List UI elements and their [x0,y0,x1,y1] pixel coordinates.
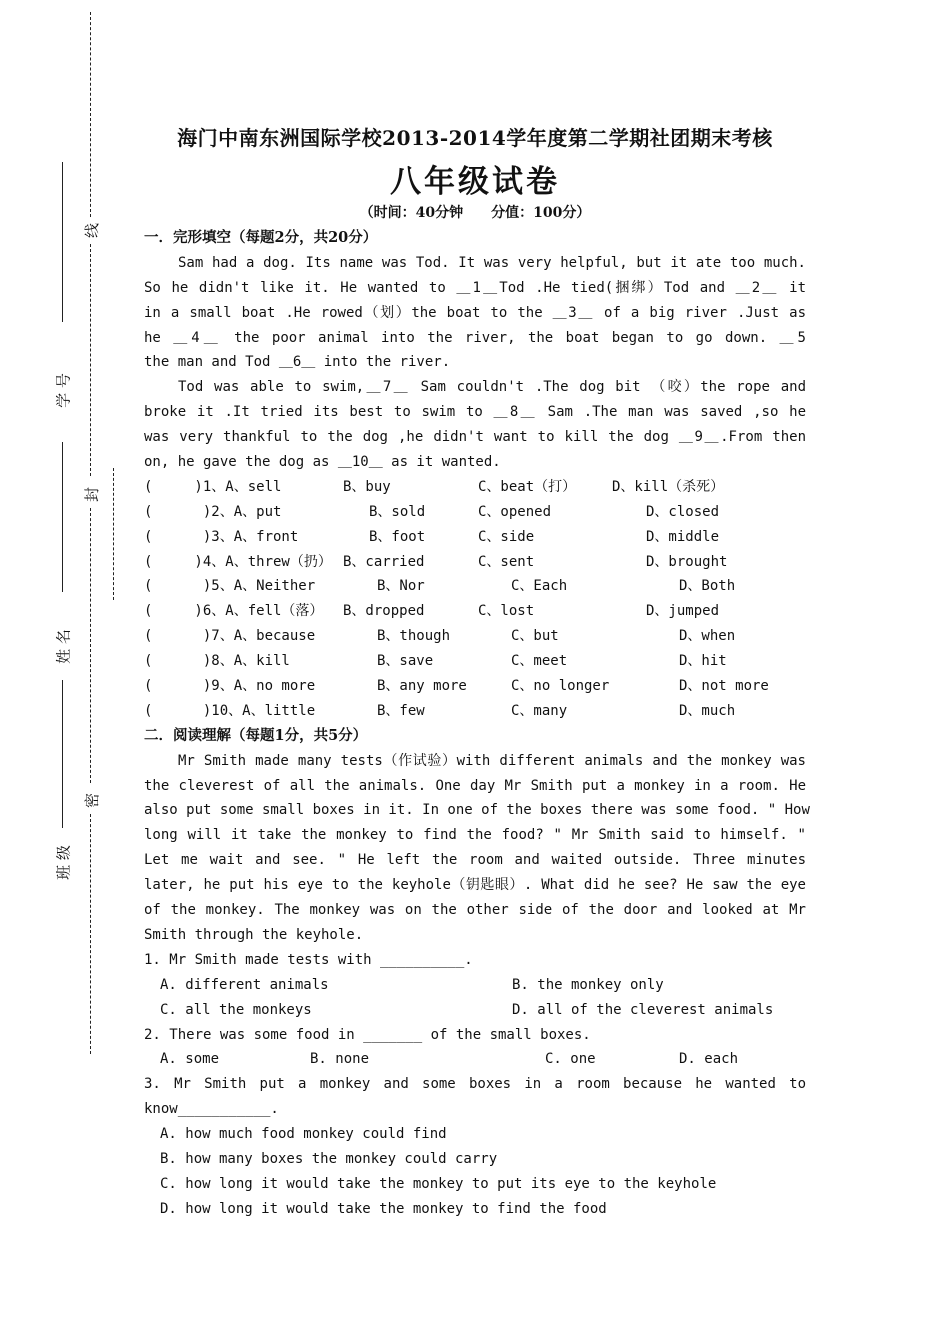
cloze-question-row [144,475,806,500]
reading-line: later, he put his eye to the keyhole（钥匙眼）. What did he see? He saw the eye [144,877,806,894]
question-option-d[interactable]: D、kill（杀死） [612,478,725,495]
margin-char-secret: 密 [83,792,102,809]
dashed-binding-line [90,508,91,783]
margin-char-line: 线 [83,222,102,239]
question-option-b[interactable]: B、though [377,628,451,645]
question-option-a[interactable]: ( )1、A、sell [144,478,282,495]
dashed-binding-line [90,814,91,1054]
question-option-b[interactable]: B、sold [369,503,426,520]
question-option-b[interactable]: B、Nor [377,578,425,595]
cloze-question-row [144,624,806,649]
reading-passage [144,749,810,948]
question-option-d[interactable]: D、middle [646,528,720,545]
reading-line: long will it take the monkey to find the food? " Mr Smith said to himself. " [144,827,806,844]
reading-line: the cleverest of all the animals. One day Mr Smith put a monkey in a room. He [144,777,806,794]
question-option-c[interactable]: C、beat（打） [478,478,577,495]
cloze-line: on, he gave the dog as ＿10＿ as it wanted. [144,454,501,471]
cloze-question-row [144,699,806,724]
cloze-question-row [144,599,806,624]
school-title: 海门中南东洲国际学校2013-2014学年度第二学期社团期末考核 [177,126,773,150]
cloze-line: in a small boat .He rowed（划）the boat to the ＿3＿ of a big river .Just as [144,304,806,321]
name-label: 姓 名 [54,629,73,664]
question-option-b[interactable]: B. how many boxes the monkey could carry [160,1150,498,1167]
cloze-line: was very thankful to the dog ,he didn't want to kill the dog ＿9＿.From then [144,429,806,446]
exam-content [144,226,810,1222]
cloze-line: So he didn't like it. He wanted to ＿1＿Tod .He tied(捆绑）Tod and ＿2＿ it [144,279,806,296]
question-option-d[interactable]: D、much [679,702,736,719]
question-option-c[interactable]: C、Each [511,578,568,595]
question-option-c[interactable]: C、many [511,702,568,719]
question-option-a[interactable]: ( )5、A、Neither [144,578,316,595]
question-option-a[interactable]: ( )8、A、kill [144,653,290,670]
question-option-a[interactable]: A. some [160,1051,220,1068]
question-option-c[interactable]: C、sent [478,553,535,570]
question-options-row [144,973,806,998]
class-label: 班 级 [54,845,73,880]
dashed-binding-line-inner [113,468,114,600]
question-option-d[interactable]: D、jumped [646,603,720,620]
question-option-a[interactable]: A. how much food monkey could find [160,1126,447,1143]
cloze-heading: 一．完形填空（每题2分，共20分） [144,229,378,246]
time-info: （时间：40分钟 分值：100分） [359,205,591,221]
question-stem: know___________. [144,1101,279,1118]
cloze-questions [144,475,806,724]
cloze-question-row [144,550,806,575]
dashed-binding-line [90,244,91,476]
reading-line: Smith through the keyhole. [144,926,364,943]
reading-line: Mr Smith made many tests（作试验）with different animals and the monkey was [178,752,806,769]
question-option-c[interactable]: C、meet [511,653,568,670]
cloze-question-row [144,500,806,525]
question-option-b[interactable]: B、any more [377,678,467,695]
question-option-d[interactable]: D. each [679,1051,739,1068]
question-option-b[interactable]: B、foot [369,528,426,545]
question-option-a[interactable]: ( )10、A、little [144,702,316,719]
question-option-b[interactable]: B、dropped [343,603,425,620]
question-option-b[interactable]: B、carried [343,553,425,570]
cloze-line: broke it .It tried its best to swim to ＿8＿ Sam .The man was saved ,so he [144,404,806,421]
question-option-a[interactable]: ( )2、A、put [144,503,282,520]
class-field[interactable] [62,680,63,828]
question-option-d[interactable]: D、not more [679,678,769,695]
question-option-d[interactable]: D、brought [646,553,728,570]
question-option-c[interactable]: C、opened [478,503,552,520]
question-option-b[interactable]: B、few [377,702,425,719]
question-option-a[interactable]: ( )3、A、front [144,528,299,545]
question-option-a[interactable]: ( )7、A、because [144,628,316,645]
question-option-c[interactable]: C. all the monkeys [160,1001,312,1018]
question-option-d[interactable]: D. all of the cleverest animals [512,1001,774,1018]
question-option-c[interactable]: C、side [478,528,535,545]
reading-line: of the monkey. The monkey was on the other side of the door and looked at Mr [144,902,806,919]
question-option-a[interactable]: ( )9、A、no more [144,678,316,695]
question-stem: 1. Mr Smith made tests with __________. [144,951,473,968]
margin-char-seal: 封 [83,486,102,503]
question-option-c[interactable]: C、lost [478,603,535,620]
question-option-b[interactable]: B. none [310,1051,370,1068]
cloze-question-row [144,649,806,674]
question-option-a[interactable]: ( )6、A、fell（落） [144,603,324,620]
question-option-c[interactable]: C. how long it would take the monkey to put its eye to the keyhole [160,1175,717,1192]
question-option-a[interactable]: ( )4、A、threw（扔） [144,553,332,570]
reading-line: Let me wait and see. " He left the room and waited outside. Three minutes [144,852,806,869]
question-options-row [144,1047,806,1072]
cloze-passage [144,251,806,475]
cloze-question-row [144,525,806,550]
cloze-line: Sam had a dog. Its name was Tod. It was very helpful, but it ate too much. [178,254,806,271]
cloze-line: the man and Tod ＿6＿ into the river. [144,354,451,371]
paper-title: 八年级试卷 [390,164,560,200]
question-stem: 3. Mr Smith put a monkey and some boxes in a room because he wanted to [144,1076,806,1093]
question-option-d[interactable]: D、hit [679,653,727,670]
question-option-c[interactable]: C、no longer [511,678,610,695]
cloze-line: Tod was able to swim,＿7＿ Sam couldn't .The dog bit （咬）the rope and [178,379,806,396]
question-option-b[interactable]: B. the monkey only [512,976,664,993]
question-option-b[interactable]: B、buy [343,478,391,495]
reading-heading: 二．阅读理解（每题1分，共5分） [144,726,368,744]
question-option-d[interactable]: D、closed [646,503,720,520]
question-option-d[interactable]: D. how long it would take the monkey to find the food [160,1200,607,1217]
question-options-row [144,998,806,1023]
question-option-c[interactable]: C. one [545,1051,596,1068]
name-field[interactable] [62,442,63,592]
question-stem: 2. There was some food in _______ of the small boxes. [144,1026,591,1043]
student-id-label: 学 号 [54,373,73,408]
reading-line: also put some small boxes in it. In one of the boxes there was some food. " How [144,802,810,819]
question-option-b[interactable]: B、save [377,653,434,670]
cloze-question-row [144,574,806,599]
question-option-d[interactable]: D、Both [679,578,736,595]
question-option-c[interactable]: C、but [511,628,559,645]
question-option-d[interactable]: D、when [679,628,736,645]
cloze-line: he ＿4＿ the poor animal into the river, the boat began to go down. ＿5 [144,329,806,346]
reading-questions [144,948,806,1222]
question-option-a[interactable]: A. different animals [160,976,329,993]
cloze-question-row [144,674,806,699]
